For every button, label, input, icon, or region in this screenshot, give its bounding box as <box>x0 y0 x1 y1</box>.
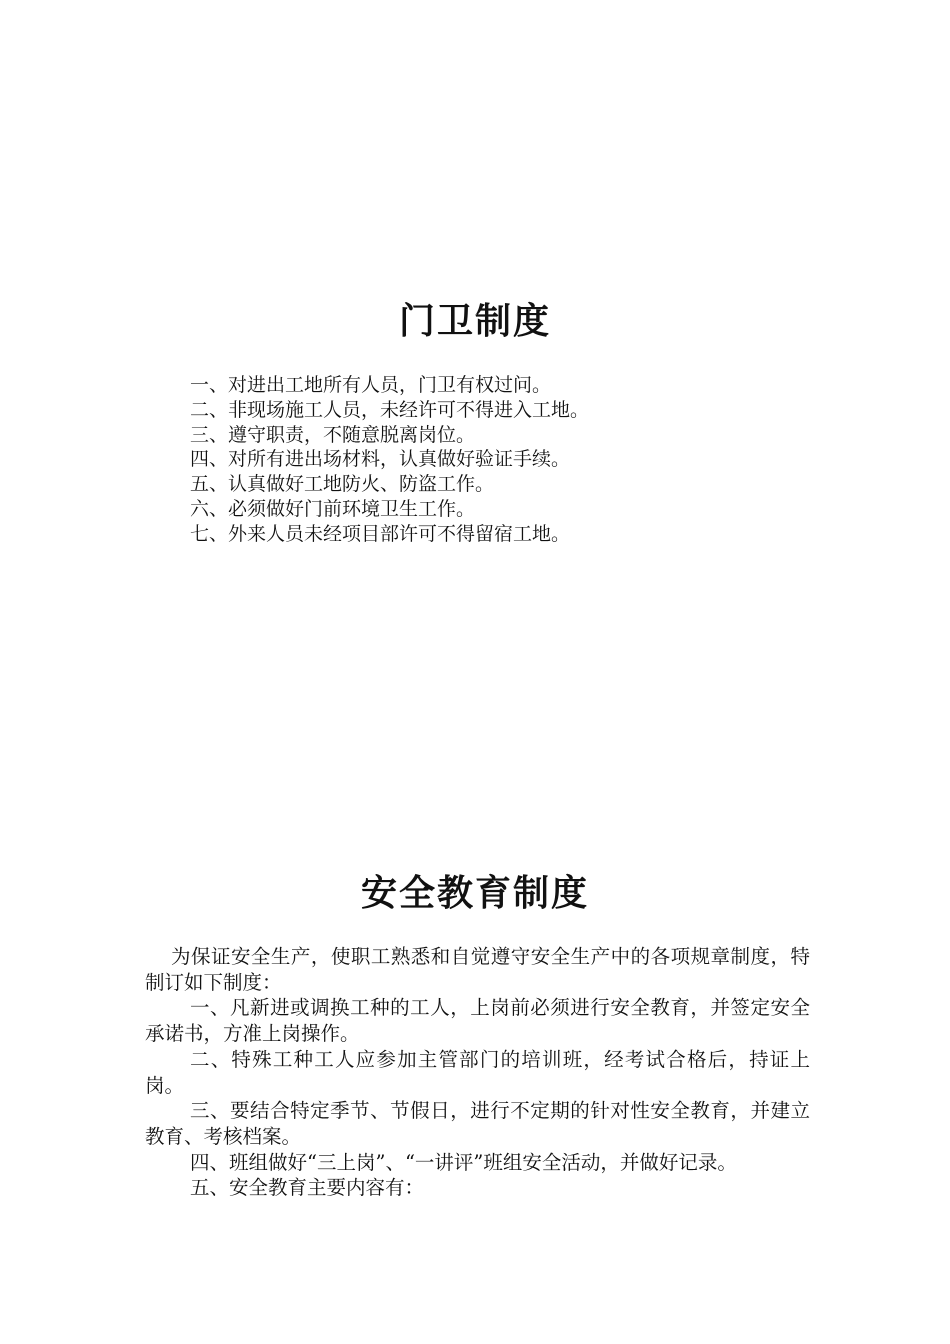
rule-paragraph: 三、要结合特定季节、节假日，进行不定期的针对性安全教育，并建立教育、考核档案。 <box>145 1099 810 1148</box>
rule-paragraph: 一、凡新进或调换工种的工人，上岗前必须进行安全教育，并签定安全承诺书，方准上岗操作。 <box>145 996 810 1046</box>
rule-item: 七、外来人员未经项目部许可不得留宿工地。 <box>190 522 571 545</box>
rule-paragraph: 四、班组做好“三上岗”、“一讲评”班组安全活动，并做好记录。 <box>190 1150 737 1174</box>
rule-paragraph: 二、特殊工种工人应参加主管部门的培训班，经考试合格后，持证上岗。 <box>145 1047 810 1097</box>
safety-education-title: 安全教育制度 <box>360 873 589 914</box>
rule-item: 六、必须做好门前环境卫生工作。 <box>190 497 476 520</box>
rule-item: 三、遵守职责，不随意脱离岗位。 <box>190 423 476 446</box>
intro-paragraph: 为保证安全生产，使职工熟悉和自觉遵守安全生产中的各项规章制度，特制订如下制度： <box>145 945 810 994</box>
rule-item: 二、非现场施工人员，未经许可不得进入工地。 <box>190 398 590 421</box>
rule-paragraph: 五、安全教育主要内容有： <box>190 1176 425 1200</box>
rule-item: 四、对所有进出场材料，认真做好验证手续。 <box>190 448 571 471</box>
rule-item: 一、对进出工地所有人员，门卫有权过问。 <box>190 374 552 396</box>
rule-item: 五、认真做好工地防火、防盗工作。 <box>190 473 495 496</box>
gatekeeper-rules-title: 门卫制度 <box>398 301 551 342</box>
safety-education-body <box>145 944 810 1201</box>
gatekeeper-rules-list <box>190 373 810 547</box>
